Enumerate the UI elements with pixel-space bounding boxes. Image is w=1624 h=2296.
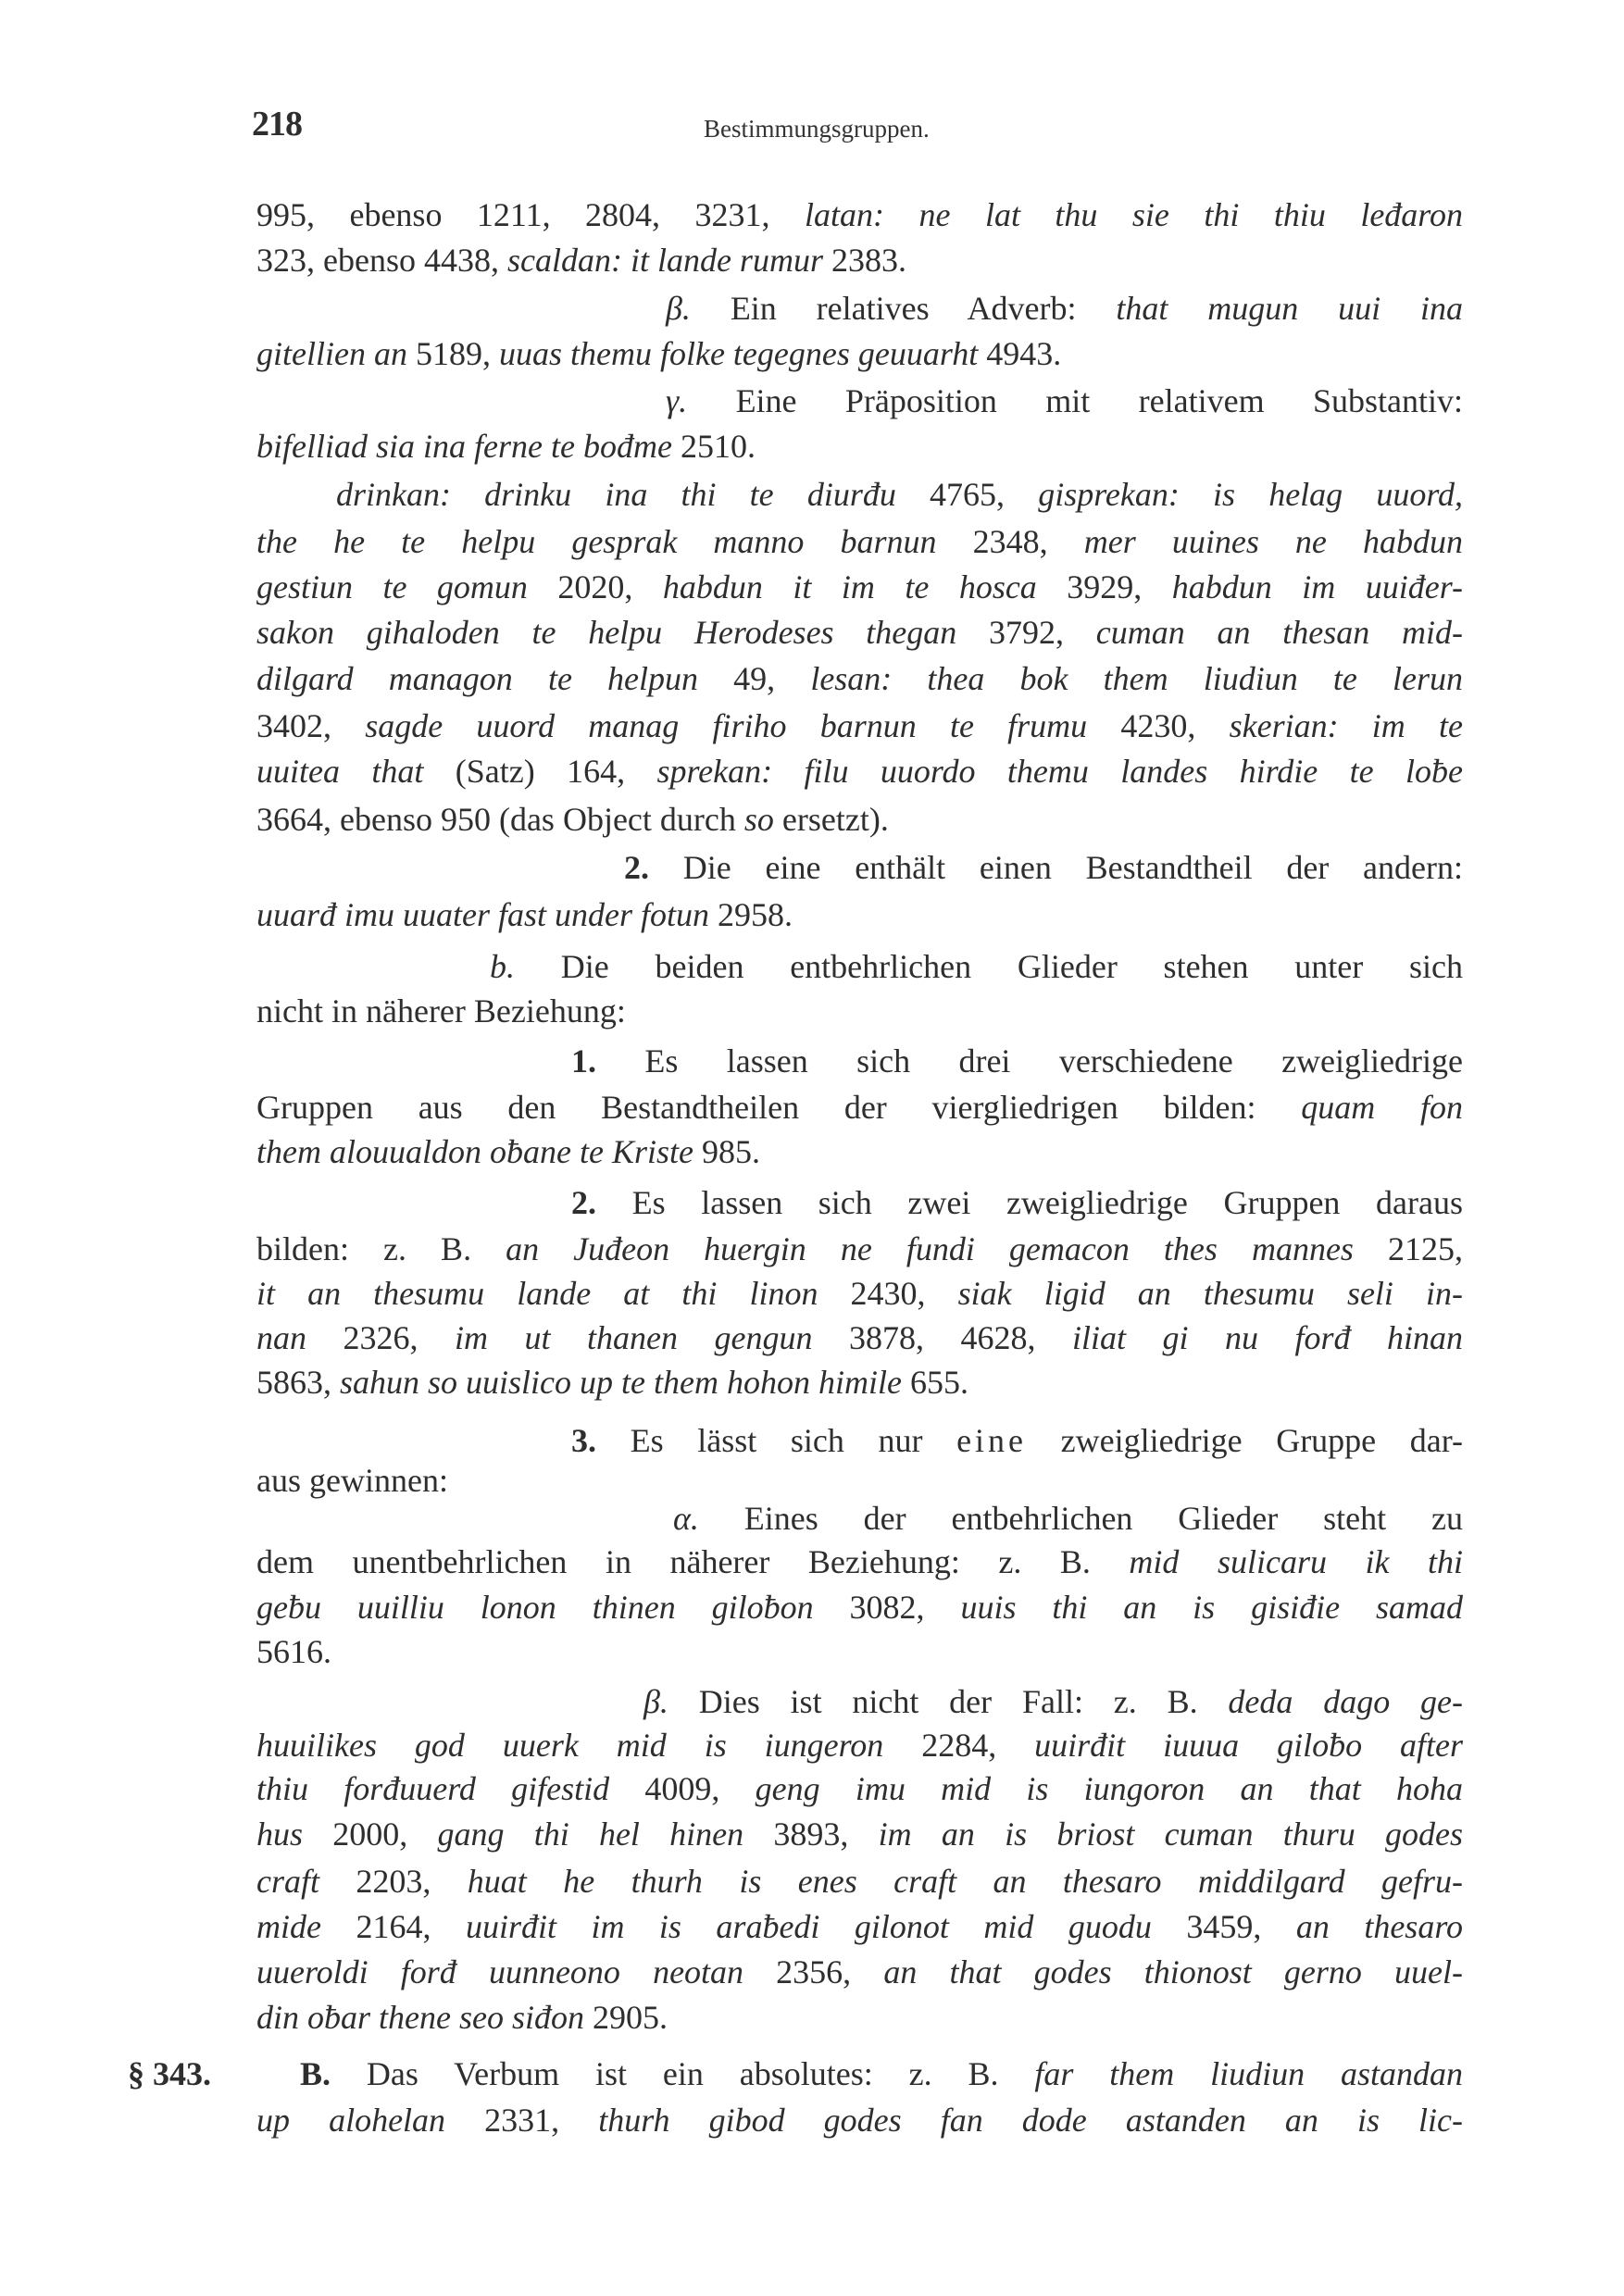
old-saxon-quote: huuilikes god uuerk mid is iungeron <box>256 1727 884 1764</box>
german-text: Eines der entbehrlichen Glieder steht zu <box>698 1500 1463 1537</box>
old-saxon-quote: gang thi hel hinen <box>437 1816 744 1853</box>
text-line <box>256 991 1463 1031</box>
old-saxon-quote: it an thesumu lande at thi linon <box>256 1275 818 1312</box>
german-text: eine <box>956 1422 1028 1459</box>
german-text: 3082, <box>813 1589 961 1626</box>
german-text: 995, ebenso 1211, 2804, 3231, <box>256 196 806 233</box>
text-line <box>571 1041 1463 1081</box>
old-saxon-quote: uuas themu folke tegegnes geuuarht <box>498 335 979 372</box>
text-line <box>256 1460 1463 1501</box>
old-saxon-quote: craft <box>256 1863 319 1900</box>
old-saxon-quote: the he te helpu gesprak manno barnun <box>256 523 937 560</box>
text-line <box>673 1498 1463 1539</box>
text-line <box>256 1861 1463 1902</box>
old-saxon-quote: uuis thi an is gisiđie samad <box>960 1589 1464 1626</box>
old-saxon-quote: sprekan: filu uuordo themu landes hirdie te loƀe <box>656 753 1463 790</box>
text-line <box>256 1587 1463 1628</box>
german-text: 5863, <box>256 1364 340 1401</box>
old-saxon-quote: bifelliad sia ina ferne te bođme <box>256 428 672 465</box>
german-text: Es lässt sich nur <box>596 1422 957 1459</box>
german-text: 2430, <box>818 1275 958 1312</box>
german-text: bilden: z. B. <box>256 1230 506 1267</box>
old-saxon-quote: iliat gi nu forđ hinan <box>1071 1319 1463 1356</box>
old-saxon-quote: lesan: thea bok them liudiun te lerun <box>810 660 1463 697</box>
text-line <box>571 1182 1463 1223</box>
german-text: 2510. <box>671 428 756 465</box>
german-text: 4943. <box>978 335 1062 372</box>
old-saxon-quote: scaldan: it lande rumur <box>506 242 823 279</box>
text-line <box>256 705 1463 746</box>
german-text: dem unentbehrlichen in näherer Beziehung: z. B. <box>256 1543 1130 1580</box>
text-line <box>256 1362 1463 1403</box>
german-text: 2284, <box>883 1727 1035 1764</box>
old-saxon-quote: uuirđit im is araƀedi gilonot mid guodu <box>465 1908 1152 1945</box>
german-text: 2958. <box>709 896 793 933</box>
old-saxon-quote: b. <box>490 948 515 985</box>
german-text: 2203, <box>319 1863 468 1900</box>
german-text: 2905. <box>583 1999 668 2036</box>
old-saxon-quote: im ut thanen gengun <box>455 1319 813 1356</box>
text-line <box>256 567 1463 607</box>
old-saxon-quote: drinkan: drinku ina thi te diurđu <box>336 476 896 513</box>
old-saxon-quote: sakon gihaloden te helpu Herodeses thegan <box>256 614 957 651</box>
german-text: 2020, <box>527 568 663 605</box>
german-text: Eine Präposition mit relativem Substantiv: <box>687 382 1463 419</box>
german-text: 3664, ebenso 950 (das Object durch <box>256 801 744 838</box>
german-text: ersetzt). <box>773 801 889 838</box>
text-line <box>256 1814 1463 1854</box>
old-saxon-quote: uuarđ imu uuater fast under fotun <box>256 896 710 933</box>
old-saxon-quote: an Juđeon huergin ne fundi gemacon thes mannes <box>506 1230 1354 1267</box>
old-saxon-quote: β. <box>643 1683 668 1720</box>
old-saxon-quote: quam fon <box>1301 1089 1463 1126</box>
text-line <box>256 799 1463 840</box>
german-text: aus gewinnen: <box>256 1462 448 1499</box>
old-saxon-quote: thurh gibod godes fan dode astanden an is lic- <box>598 2102 1464 2139</box>
german-text: 2356, <box>743 1953 884 1990</box>
text-line <box>256 1273 1463 1314</box>
text-line <box>256 2100 1463 2140</box>
enumeration-label: 2. <box>624 849 649 886</box>
section-mark: § 343. <box>128 2055 211 2092</box>
old-saxon-quote: gisprekan: is helag uuord, <box>1038 476 1464 513</box>
text-line <box>256 751 1463 792</box>
german-text: 2383. <box>822 242 906 279</box>
running-head: Bestimmungsgruppen. <box>704 115 930 143</box>
text-line <box>256 1131 1463 1172</box>
german-text: 4765, <box>895 476 1039 513</box>
german-text: 655. <box>901 1364 968 1401</box>
old-saxon-quote: so <box>743 801 774 838</box>
german-text: Die beiden entbehrlichen Glieder stehen unter sich <box>515 948 1463 985</box>
text-line <box>256 194 1463 235</box>
old-saxon-quote: nan <box>256 1319 306 1356</box>
german-text: 3878, 4628, <box>812 1319 1072 1356</box>
old-saxon-quote: mid sulicaru ik thi <box>1129 1543 1463 1580</box>
old-saxon-quote: mide <box>256 1908 321 1945</box>
german-text: zweigliedrige Gruppe dar- <box>1027 1422 1464 1459</box>
old-saxon-quote: them alouualdon oƀane te Kriste <box>256 1133 693 1170</box>
old-saxon-quote: uuitea that <box>256 753 424 790</box>
text-line <box>666 381 1463 421</box>
old-saxon-quote: an thesaro <box>1295 1908 1463 1945</box>
text-line <box>256 1997 1463 2038</box>
enumeration-label: 2. <box>571 1184 596 1221</box>
german-text: 5616. <box>256 1633 331 1670</box>
old-saxon-quote: geƀu uuilliu lonon thinen giloƀon <box>256 1589 814 1626</box>
text-line <box>571 1420 1463 1461</box>
text-line <box>256 426 1463 467</box>
old-saxon-quote: cuman an thesan mid- <box>1095 614 1463 651</box>
german-text: 49, <box>698 660 811 697</box>
text-line <box>256 1229 1463 1269</box>
old-saxon-quote: sagde uuord manag firiho barnun te frumu <box>365 707 1088 744</box>
text-line <box>256 1906 1463 1947</box>
german-text: 3893, <box>743 1816 879 1853</box>
text-line <box>256 240 1463 281</box>
old-saxon-quote: thiu forđuuerd gifestid <box>256 1770 610 1807</box>
old-saxon-quote: habdun im uuiđer- <box>1171 568 1463 605</box>
text-line <box>256 1541 1463 1582</box>
text-line <box>256 612 1463 653</box>
old-saxon-quote: up alohelan <box>256 2102 446 2139</box>
old-saxon-quote: far them liudiun astandan <box>1034 2055 1463 2092</box>
old-saxon-quote: deda dago ge- <box>1228 1683 1463 1720</box>
german-text: 4009, <box>609 1770 756 1807</box>
enumeration-label: 3. <box>571 1422 596 1459</box>
old-saxon-quote: siak ligid an thesumu seli in- <box>957 1275 1464 1312</box>
german-text: Ein relatives Adverb: <box>690 290 1117 327</box>
german-text: Die eine enthält einen Bestandtheil der andern: <box>649 849 1463 886</box>
text-line <box>666 288 1463 329</box>
german-text: 2348, <box>936 523 1084 560</box>
text-line <box>643 1681 1463 1722</box>
old-saxon-quote: α. <box>673 1500 699 1537</box>
text-line <box>256 1087 1463 1128</box>
old-saxon-quote: habdun it im te hosca <box>662 568 1037 605</box>
text-line <box>490 946 1463 987</box>
old-saxon-quote: sahun so uuislico up te them hohon himile <box>340 1364 902 1401</box>
text-line <box>256 1631 1463 1672</box>
text-line <box>256 521 1463 562</box>
old-saxon-quote: hus <box>256 1816 304 1853</box>
old-saxon-quote: dilgard managon te helpun <box>256 660 699 697</box>
german-text: 5189, <box>406 335 499 372</box>
text-line <box>256 658 1463 699</box>
german-text: 2331, <box>445 2102 599 2139</box>
page-number: 218 <box>252 105 302 144</box>
german-text: 4230, <box>1087 707 1230 744</box>
old-saxon-quote: mer uuines ne habdun <box>1083 523 1464 560</box>
text-line <box>256 1317 1463 1358</box>
german-text: Es lassen sich zwei zweigliedrige Gruppen daraus <box>596 1184 1463 1221</box>
enumeration-label: B. <box>300 2055 331 2092</box>
text-line <box>300 2053 1463 2094</box>
old-saxon-quote: latan: ne lat thu sie thi thiu leđaron <box>805 196 1463 233</box>
old-saxon-quote: uuirđit iuuua giloƀo after <box>1034 1727 1463 1764</box>
german-text: 2125, <box>1353 1230 1463 1267</box>
old-saxon-quote: im an is briost cuman thuru godes <box>878 1816 1464 1853</box>
german-text: Gruppen aus den Bestandtheilen der viergliedrigen bilden: <box>256 1089 1302 1126</box>
enumeration-label: 1. <box>571 1042 596 1079</box>
old-saxon-quote: that mugun uui ina <box>1116 290 1463 327</box>
old-saxon-quote: huat he thurh is enes craft an thesaro middilgard gefru- <box>467 1863 1463 1900</box>
german-text: 2164, <box>320 1908 466 1945</box>
german-text: 985. <box>693 1133 760 1170</box>
text-line <box>336 474 1463 515</box>
old-saxon-quote: geng imu mid is iungoron an that hoha <box>755 1770 1464 1807</box>
german-text: nicht in näherer Beziehung: <box>256 992 626 1029</box>
german-text: 3459, <box>1151 1908 1296 1945</box>
german-text: 3792, <box>956 614 1096 651</box>
german-text: Das Verbum ist ein absolutes: z. B. <box>331 2055 1035 2092</box>
old-saxon-quote: an that godes thionost gerno uuel- <box>883 1953 1463 1990</box>
old-saxon-quote: γ. <box>666 382 688 419</box>
text-line <box>256 894 1463 935</box>
old-saxon-quote: skerian: im te <box>1229 707 1464 744</box>
old-saxon-quote: din oƀar thene seo siđon <box>256 1999 584 2036</box>
old-saxon-quote: β. <box>666 290 691 327</box>
old-saxon-quote: gestiun te gomun <box>256 568 528 605</box>
text-line <box>256 1952 1463 1992</box>
text-line <box>256 1725 1463 1766</box>
text-line <box>256 333 1463 374</box>
german-text: 2000, <box>303 1816 438 1853</box>
german-text: Es lassen sich drei verschiedene zweigliedrige <box>596 1042 1463 1079</box>
german-text: Dies ist nicht der Fall: z. B. <box>668 1683 1229 1720</box>
text-line <box>624 847 1463 888</box>
german-text: 2326, <box>306 1319 455 1356</box>
old-saxon-quote: uueroldi forđ uunneono neotan <box>256 1953 744 1990</box>
text-line <box>256 1768 1463 1809</box>
german-text: 3929, <box>1036 568 1172 605</box>
german-text: 3402, <box>256 707 366 744</box>
german-text: (Satz) 164, <box>423 753 657 790</box>
german-text: 323, ebenso 4438, <box>256 242 507 279</box>
old-saxon-quote: gitellien an <box>256 335 407 372</box>
